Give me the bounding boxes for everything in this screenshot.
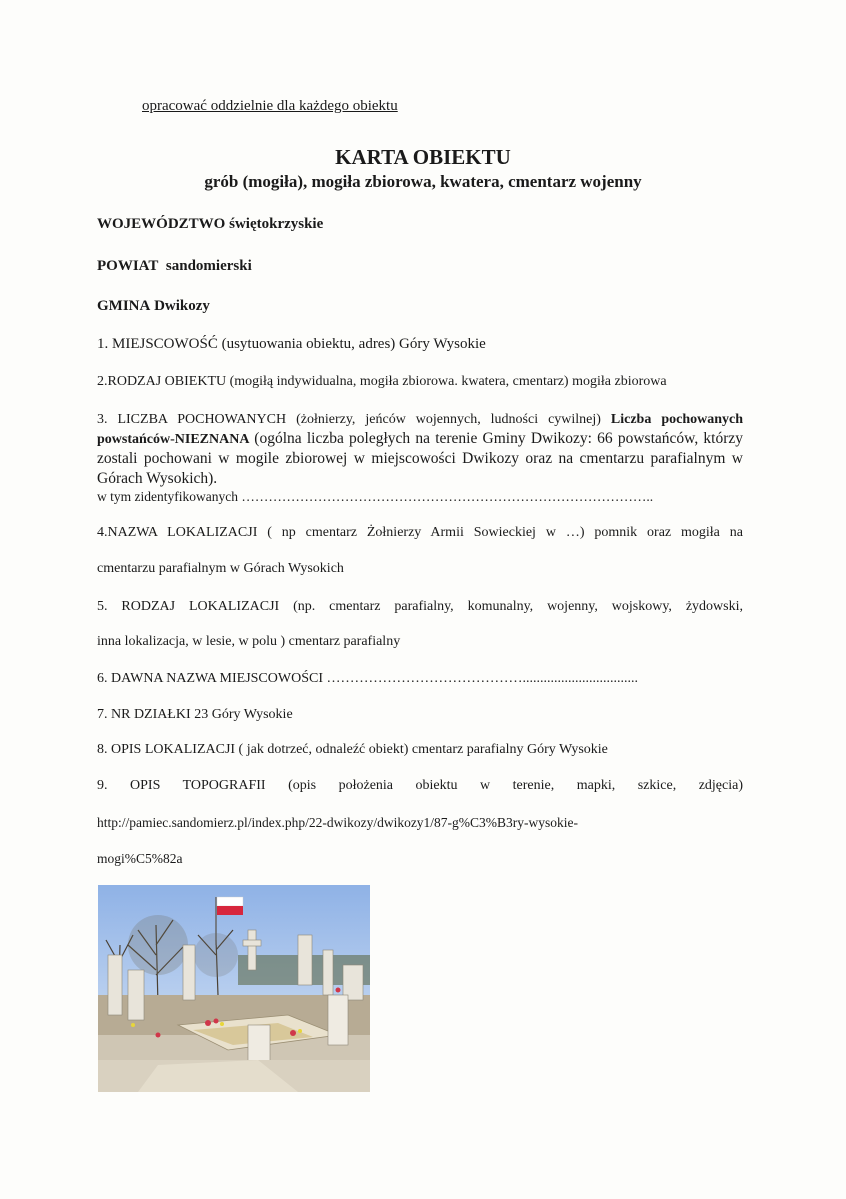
item-9-url-line-2: mogi%C5%82a: [97, 851, 183, 866]
item-9-url-line-1: http://pamiec.sandomierz.pl/index.php/22-dwikozy/dwikozy1/87-g%C3%B3ry-wysokie-: [97, 815, 579, 830]
item-4-line-1: 4.NAZWA LOKALIZACJI ( np cmentarz Żołnierzy Armii Sowieckiej w …) pomnik oraz mogiła na: [97, 525, 743, 540]
item-5-line-2: inna lokalizacja, w lesie, w polu ) cmentarz parafialny: [97, 634, 401, 649]
item-3-rest: (ogólna liczba poległych na terenie Gminy Dwikozy: 66 powstańców, którzy zostali pochowani w mogile zbiorowej w miejscowości Dwikozy oraz na cmentarzu parafialnym w Górach Wysokich).: [97, 430, 743, 487]
item-8-location-description: 8. OPIS LOKALIZACJI ( jak dotrzeć, odnaleźć obiekt) cmentarz parafialny Góry Wysokie: [97, 742, 608, 757]
item-3-prefix: 3. LICZBA POCHOWANYCH (żołnierzy, jeńców wojennych, ludności cywilnej): [97, 412, 601, 427]
county-label: POWIAT: [97, 258, 159, 274]
commune-field: [97, 298, 210, 315]
item-5-line-1: 5. RODZAJ LOKALIZACJI (np. cmentarz parafialny, komunalny, wojenny, wojskowy, żydowski,: [97, 599, 743, 614]
item-4-line-2: cmentarzu parafialnym w Górach Wysokich: [97, 561, 344, 576]
item-1-locality: 1. MIEJSCOWOŚĆ (usytuowania obiektu, adres) Góry Wysokie: [97, 336, 486, 352]
voivodeship-label: WOJEWÓDZTWO: [97, 216, 226, 232]
county-value: sandomierski: [165, 258, 252, 274]
cemetery-photo: [98, 885, 370, 1092]
commune-label: GMINA: [97, 298, 151, 314]
document-title: KARTA OBIEKTU: [335, 145, 511, 169]
county-field: [97, 258, 252, 275]
item-3-bold: Liczba pochowanych powstańców-NIEZNANA: [97, 412, 743, 447]
item-6-former-name: 6. DAWNA NAZWA MIEJSCOWOŚCI …………………………………….................................: [97, 671, 638, 686]
instruction-note: opracować oddzielnie dla każdego obiektu: [142, 98, 398, 114]
item-9-line-1: 9. OPIS TOPOGRAFII (opis położenia obiektu w terenie, mapki, szkice, zdjęcia): [97, 778, 743, 793]
voivodeship-value: świętokrzyskie: [229, 216, 324, 232]
voivodeship-field: [97, 216, 323, 233]
item-3-identified: w tym zidentyfikowanych ………………………………………………………………………………..: [97, 489, 654, 504]
document-subtitle: grób (mogiła), mogiła zbiorowa, kwatera, cmentarz wojenny: [204, 172, 642, 191]
item-7-plot-number: 7. NR DZIAŁKI 23 Góry Wysokie: [97, 707, 293, 722]
commune-value: Dwikozy: [154, 298, 210, 314]
item-3-buried-count: [97, 410, 743, 489]
item-2-object-type: 2.RODZAJ OBIEKTU (mogiłą indywidualna, mogiła zbiorowa. kwatera, cmentarz) mogiła zbiorowa: [97, 374, 667, 389]
